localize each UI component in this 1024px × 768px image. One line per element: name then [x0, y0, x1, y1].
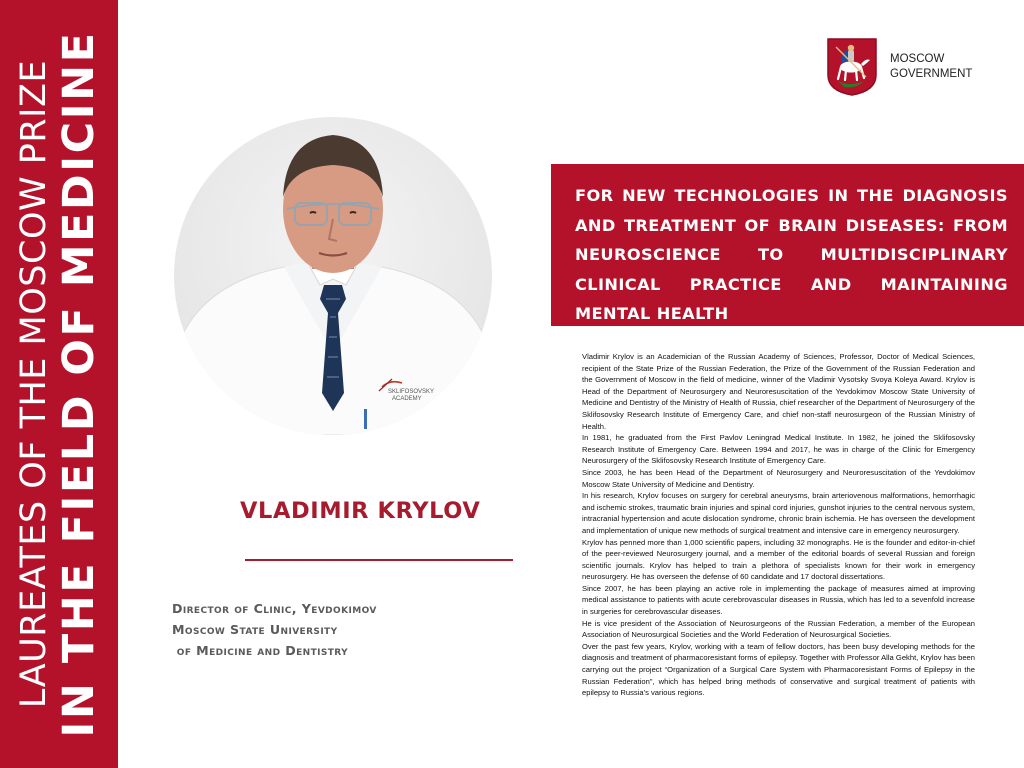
laureate-portrait: [174, 117, 492, 435]
portrait-illustration: [174, 117, 492, 435]
side-banner-line-2: IN THE FIELD OF MEDICINE: [54, 30, 104, 738]
laureate-name: VLADIMIR KRYLOV: [240, 498, 481, 524]
bio-paragraph: He is vice president of the Association of Neurosurgeons of the Russian Federation, a member of the European Association of Neurosurgical Societies and the World Federation of Neurosurgical Societies.: [582, 618, 975, 640]
bio-paragraph: Since 2003, he has been Head of the Department of Neurosurgery and Neuroresuscitation of the Yevdokimov Moscow State University of Medicine and Dentistry.: [582, 467, 975, 489]
moscow-coat-of-arms-icon: [826, 37, 878, 97]
bio-paragraph: Krylov has penned more than 1,000 scientific papers, including 32 monographs. He is the founder and editor-in-chief of the peer-reviewed Neurosurgery journal, and a member of the editorial boards of several Russian and foreign scientific journals. Krylov has helped to train a plethora of specialists known for their work in emergency neurosurgery. He has overseen the defense of 60 candidate and 17 doctoral dissertations.: [582, 537, 975, 582]
coat-logo-text-1: SKLIFOSOVSKY: [388, 389, 435, 395]
side-banner-line-1: LAUREATES OF THE MOSCOW PRIZE: [14, 59, 54, 709]
name-divider: [245, 559, 513, 561]
bio-paragraph: In his research, Krylov focuses on surgery for cerebral aneurysms, brain arteriovenous malformations, hemorrhagic and ischemic strokes, traumatic brain injuries and spinal cord injuries, gunshot injuries to the central nervous system, intracranial hypertension and acute dislocation syndrome, chronic brain ischemia. He has overseen the development and implementation of unique new methods of surgical treatment and intensive care in emergency neurosurgery.: [582, 491, 975, 535]
bio-paragraph: Over the past few years, Krylov, working with a team of fellow doctors, has been busy developing methods for the diagnosis and treatment of pharmacoresistant forms of epilepsy. Together with Professor Alla Gekht, Krylov has been carrying out the project “Organization of a Surgical Care System with Pharmacoresistant Forms of Epilepsy in the Russian Federation”, which has helped bring methods of conservative and surgical treatment of patients with epilepsy to Russia's various regions.: [582, 641, 975, 698]
biography: [582, 351, 975, 699]
side-banner-text: [14, 0, 104, 768]
logo-text-line-1: MOSCOW: [890, 53, 945, 65]
award-title: FOR NEW TECHNOLOGIES IN THE DIAGNOSIS AND TREATMENT OF BRAIN DISEASES: FROM NEUROSCIENCE TO MULTIDISCIPLINARY CLINICAL PRACTICE AND MAINTAINING MENTAL HEALTH: [575, 186, 1008, 323]
bio-paragraph: Vladimir Krylov is an Academician of the Russian Academy of Sciences, Professor, Doctor of Medical Sciences, recipient of the State Prize of the Russian Federation, the Prize of the Government of the Russian Federation and the Government of Moscow in the field of medicine, winner of the Vladimir Vysotsky Svoya Koleya Award. Krylov is Head of the Department of Neurosurgery and Neuroresuscitation of the Yevdokimov Moscow State University of Medicine and Dentistry of the Ministry of Health of Russia, chief researcher of the Department of Neurosurgery of the Sklifosovsky Research Institute of Emergency Care, and chief non-staff neurosurgeon of the Russian Ministry of Health.: [582, 352, 975, 431]
bio-paragraph: Since 2007, he has been playing an active role in implementing the package of measures aimed at improving medical assistance to patients with acute cerebrovascular diseases in Russia, which has led to a sevenfold increase in surgeries for cerebrovascular diseases.: [582, 583, 975, 617]
coat-logo-text-2: ACADEMY: [392, 396, 422, 402]
logo-text-line-2: GOVERNMENT: [890, 68, 973, 80]
logo-text: [890, 52, 972, 82]
side-banner: [0, 0, 118, 768]
laureate-position: Director of Clinic, Yevdokimov Moscow State University of Medicine and Dentistry: [172, 601, 377, 658]
bio-paragraph: In 1981, he graduated from the First Pavlov Leningrad Medical Institute. In 1982, he joined the Sklifosovsky Research Institute of Emergency Care. Between 1994 and 2017, he was in charge of the Clinic for Emergency Neurosurgery of the Sklifosovsky Research Institute of Emergency Care.: [582, 433, 975, 466]
